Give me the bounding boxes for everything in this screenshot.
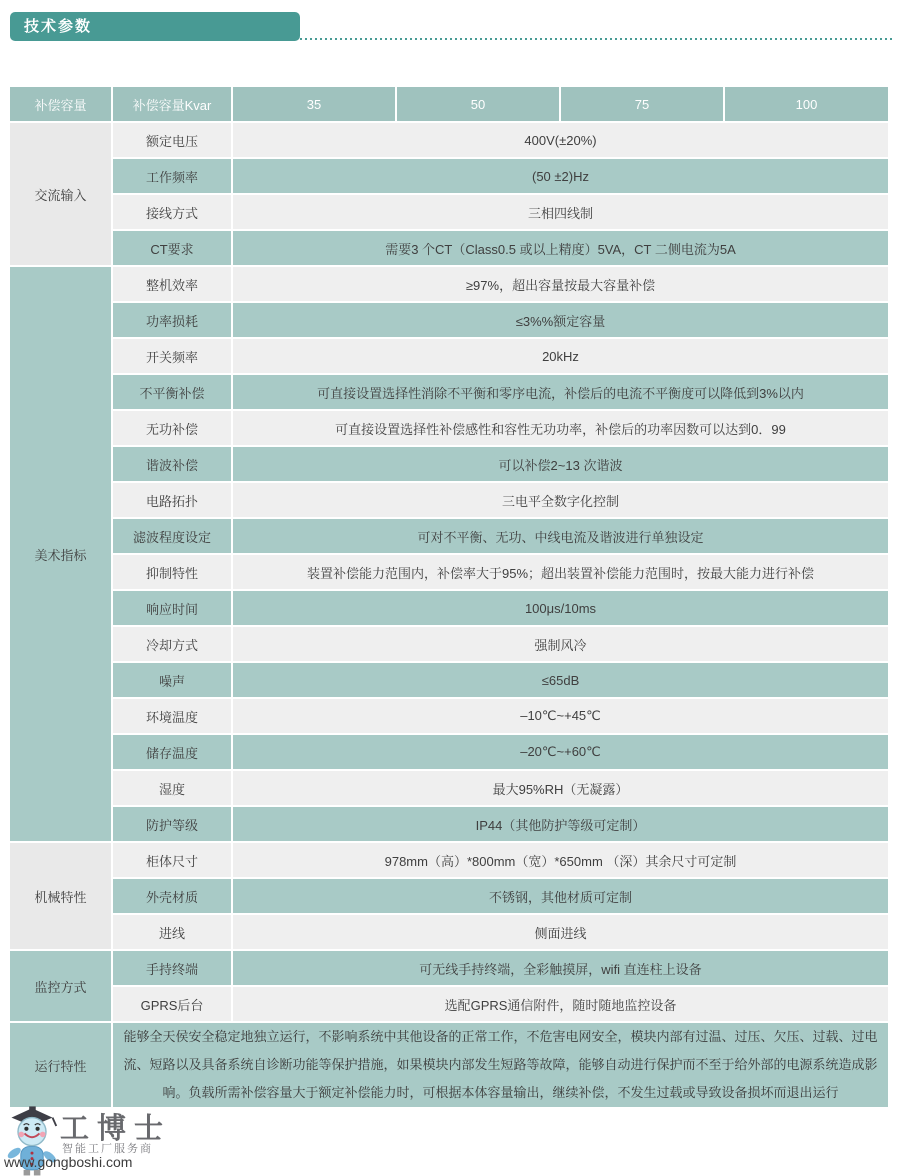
row-label: 湿度	[113, 771, 231, 805]
row-label: 抑制特性	[113, 555, 231, 589]
header-cell: 补偿容量Kvar	[113, 87, 231, 121]
row-value: 装置补偿能力范围内，补偿率大于95%；超出装置补偿能力范围时，按最大能力进行补偿	[233, 555, 888, 589]
table-header-row	[10, 87, 888, 121]
table-row	[10, 483, 888, 517]
row-value: 需要3 个CT（Class0.5 或以上精度）5VA，CT 二侧电流为5A	[233, 231, 888, 265]
table-row	[10, 231, 888, 265]
row-value: ≥97%，超出容量按最大容量补偿	[233, 267, 888, 301]
row-label: 接线方式	[113, 195, 231, 229]
table-row	[10, 1023, 888, 1107]
watermark-brand: 工博士	[60, 1113, 172, 1145]
table-row	[10, 411, 888, 445]
table-row	[10, 591, 888, 625]
table-row	[10, 987, 888, 1021]
row-value: –20℃~+60℃	[233, 735, 888, 769]
table-row	[10, 771, 888, 805]
table-row	[10, 447, 888, 481]
row-value: (50 ±2)Hz	[233, 159, 888, 193]
row-label: 环境温度	[113, 699, 231, 733]
table-row	[10, 843, 888, 877]
row-value: 可以补偿2~13 次谐波	[233, 447, 888, 481]
row-value: 可直接设置选择性消除不平衡和零序电流，补偿后的电流不平衡度可以降低到3%以内	[233, 375, 888, 409]
row-label: 防护等级	[113, 807, 231, 841]
row-label: 开关频率	[113, 339, 231, 373]
header-cell: 50	[397, 87, 559, 121]
row-value: 100μs/10ms	[233, 591, 888, 625]
watermark-tagline: 智能工厂服务商	[62, 1143, 153, 1155]
table-row	[10, 519, 888, 553]
table-row	[10, 951, 888, 985]
header-cell: 100	[725, 87, 888, 121]
title-dotted-divider	[300, 38, 894, 40]
table-row	[10, 195, 888, 229]
row-value: ≤3%%额定容量	[233, 303, 888, 337]
row-value: –10℃~+45℃	[233, 699, 888, 733]
row-label: CT要求	[113, 231, 231, 265]
row-value: 选配GPRS通信附件，随时随地监控设备	[233, 987, 888, 1021]
table-row	[10, 303, 888, 337]
page-title	[10, 12, 300, 41]
page-title-text: 技术参数	[24, 18, 93, 35]
table-row	[10, 627, 888, 661]
row-label: 无功补偿	[113, 411, 231, 445]
row-label: 功率损耗	[113, 303, 231, 337]
row-value: 最大95%RH（无凝露）	[233, 771, 888, 805]
row-value: 400V(±20%)	[233, 123, 888, 157]
table-row	[10, 663, 888, 697]
table-row	[10, 807, 888, 841]
row-value: 可无线手持终端，全彩触摸屏，wifi 直连柱上设备	[233, 951, 888, 985]
group-cell-ac-input: 交流输入	[10, 123, 111, 265]
group-cell-performance: 美术指标	[10, 267, 111, 841]
row-label: 工作频率	[113, 159, 231, 193]
table-row	[10, 339, 888, 373]
row-label: 响应时间	[113, 591, 231, 625]
row-value: 978mm（高）*800mm（宽）*650mm （深）其余尺寸可定制	[233, 843, 888, 877]
watermark-url: www.gongboshi.com	[4, 1154, 133, 1170]
row-label: 储存温度	[113, 735, 231, 769]
row-label: 柜体尺寸	[113, 843, 231, 877]
row-value: 侧面进线	[233, 915, 888, 949]
table-row	[10, 375, 888, 409]
operation-paragraph: 能够全天侯安全稳定地独立运行，不影响系统中其他设备的正常工作，不危害电网安全，模块内部有过温、过压、欠压、过载、过电流、短路以及具备系统自诊断功能等保护措施，如果模块内部发生短路等故障，能够自动进行保护而不至于给外部的电源系统造成影响。负载所需补偿容量大于额定补偿能力时，可根据本体容量输出，继续补偿，不发生过载或导致设备损坏而退出运行	[113, 1023, 888, 1107]
row-label: 冷却方式	[113, 627, 231, 661]
header-cell: 75	[561, 87, 723, 121]
row-label: 噪声	[113, 663, 231, 697]
row-value: 可直接设置选择性补偿感性和容性无功功率，补偿后的功率因数可以达到0．99	[233, 411, 888, 445]
table-row	[10, 915, 888, 949]
table-row	[10, 699, 888, 733]
row-value: 20kHz	[233, 339, 888, 373]
table-row	[10, 267, 888, 301]
row-value: 三电平全数字化控制	[233, 483, 888, 517]
header-cell: 35	[233, 87, 395, 121]
row-label: 不平衡补偿	[113, 375, 231, 409]
row-label: 额定电压	[113, 123, 231, 157]
row-value: 强制风冷	[233, 627, 888, 661]
row-value: 可对不平衡、无功、中线电流及谐波进行单独设定	[233, 519, 888, 553]
row-value: IP44（其他防护等级可定制）	[233, 807, 888, 841]
group-cell-mechanical: 机械特性	[10, 843, 111, 949]
row-label: 滤波程度设定	[113, 519, 231, 553]
spec-table	[8, 85, 890, 1109]
row-label: GPRS后台	[113, 987, 231, 1021]
header-cell: 补偿容量	[10, 87, 111, 121]
row-value: 不锈钢，其他材质可定制	[233, 879, 888, 913]
group-cell-operation: 运行特性	[10, 1023, 111, 1107]
row-value: ≤65dB	[233, 663, 888, 697]
row-label: 手持终端	[113, 951, 231, 985]
row-label: 整机效率	[113, 267, 231, 301]
group-cell-monitoring: 监控方式	[10, 951, 111, 1021]
row-label: 谐波补偿	[113, 447, 231, 481]
table-row	[10, 555, 888, 589]
row-label: 外壳材质	[113, 879, 231, 913]
table-row	[10, 879, 888, 913]
table-row	[10, 159, 888, 193]
table-row	[10, 123, 888, 157]
row-value: 三相四线制	[233, 195, 888, 229]
row-label: 进线	[113, 915, 231, 949]
row-label: 电路拓扑	[113, 483, 231, 517]
table-row	[10, 735, 888, 769]
